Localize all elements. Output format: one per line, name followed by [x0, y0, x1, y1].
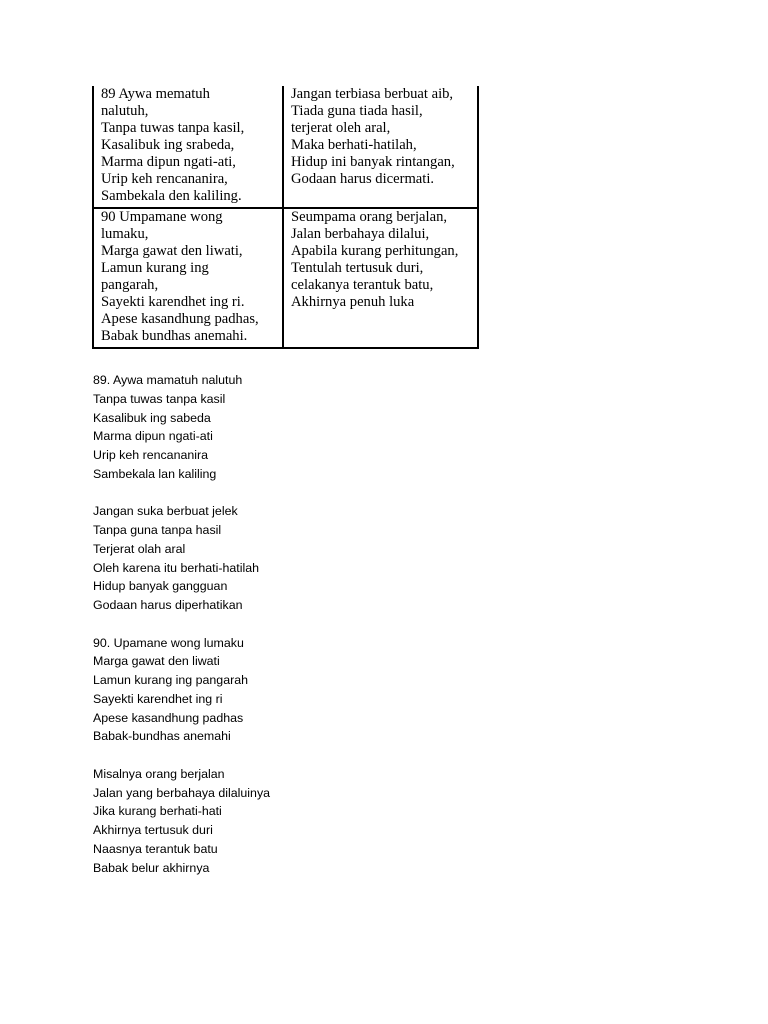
- stanza-line: Tanpa guna tanpa hasil: [93, 523, 222, 537]
- stanza-line: Jika kurang berhati-hati: [93, 804, 222, 819]
- stanza-line: Godaan harus diperhatikan: [93, 598, 243, 612]
- verse-line: Hidup ini banyak rintangan,: [291, 154, 455, 170]
- stanza-line: Oleh karena itu berhati-hatilah: [93, 560, 259, 575]
- stanza-89-javanese: [93, 371, 270, 484]
- indonesian-cell: [283, 86, 478, 208]
- verse-line: 89 Aywa mematuh: [101, 86, 210, 102]
- stanza-line: 90. Upamane wong lumaku: [93, 635, 244, 650]
- verse-line: Tentulah tertusuk duri,: [291, 260, 424, 276]
- verse-line: Urip keh rencananira,: [101, 171, 228, 187]
- stanza-line: Urip keh rencananira: [93, 448, 209, 462]
- verse-line: Apese kasandhung padhas,: [101, 311, 259, 327]
- verse-line: lumaku,: [101, 226, 149, 242]
- stanza-line: Babak-bundhas anemahi: [93, 729, 231, 744]
- verse-line: Jalan berbahaya dilalui,: [291, 226, 430, 242]
- stanza-line: 89. Aywa mamatuh nalutuh: [93, 373, 243, 387]
- stanza-line: Naasnya terantuk batu: [93, 841, 218, 856]
- verse-line: celakanya terantuk batu,: [291, 277, 434, 293]
- stanza-90-indonesian: [93, 765, 270, 878]
- stanza-line: Marma dipun ngati-ati: [93, 429, 213, 444]
- javanese-cell: [93, 208, 283, 348]
- verse-line: 90 Umpamane wong: [101, 209, 223, 225]
- verse-line: Lamun kurang ing: [101, 260, 209, 276]
- stanza-line: Misalnya orang berjalan: [93, 766, 225, 781]
- stanza-line: Tanpa tuwas tanpa kasil: [93, 391, 226, 406]
- stanza-line: Hidup banyak gangguan: [93, 579, 228, 594]
- table-row: [93, 86, 478, 208]
- stanza-line: Babak belur akhirnya: [93, 860, 210, 875]
- stanza-line: Akhirnya tertusuk duri: [93, 823, 213, 837]
- stanza-line: Apese kasandhung padhas: [93, 710, 244, 725]
- verse-line: Babak bundhas anemahi.: [101, 328, 248, 344]
- stanza-list: [93, 371, 270, 896]
- verse-line: Akhirnya penuh luka: [291, 294, 415, 310]
- stanza-line: Jangan suka berbuat jelek: [93, 504, 238, 519]
- verse-line: Marma dipun ngati-ati,: [101, 154, 236, 170]
- stanza-line: Kasalibuk ing sabeda: [93, 410, 211, 425]
- verse-line: Marga gawat den liwati,: [101, 243, 243, 259]
- stanza-line: Sambekala lan kaliling: [93, 466, 217, 481]
- verse-line: Jangan terbiasa berbuat aib,: [291, 86, 454, 102]
- verse-line: pangarah,: [101, 277, 159, 293]
- verse-line: Sayekti karendhet ing ri.: [101, 294, 245, 310]
- verse-line: nalutuh,: [101, 103, 149, 119]
- stanza-line: Terjerat olah aral: [93, 541, 186, 556]
- verse-line: Kasalibuk ing srabeda,: [101, 137, 235, 153]
- stanza-line: Jalan yang berbahaya dilaluinya: [93, 785, 271, 800]
- verse-line: Sambekala den kaliling.: [101, 188, 242, 204]
- translation-table: [92, 86, 479, 349]
- table-row: [93, 208, 478, 348]
- verse-line: Apabila kurang perhitungan,: [291, 243, 459, 259]
- stanza-90-javanese: [93, 634, 270, 747]
- verse-line: Seumpama orang berjalan,: [291, 209, 448, 225]
- javanese-cell: [93, 86, 283, 208]
- verse-line: Godaan harus dicermati.: [291, 171, 435, 187]
- stanza-89-indonesian: [93, 502, 270, 615]
- verse-line: Tanpa tuwas tanpa kasil,: [101, 120, 245, 136]
- stanza-line: Sayekti karendhet ing ri: [93, 691, 223, 706]
- stanza-line: Marga gawat den liwati: [93, 654, 220, 669]
- stanza-line: Lamun kurang ing pangarah: [93, 673, 248, 687]
- verse-line: terjerat oleh aral,: [291, 120, 391, 136]
- indonesian-cell: [283, 208, 478, 348]
- verse-line: Maka berhati-hatilah,: [291, 137, 417, 153]
- verse-line: Tiada guna tiada hasil,: [291, 103, 423, 119]
